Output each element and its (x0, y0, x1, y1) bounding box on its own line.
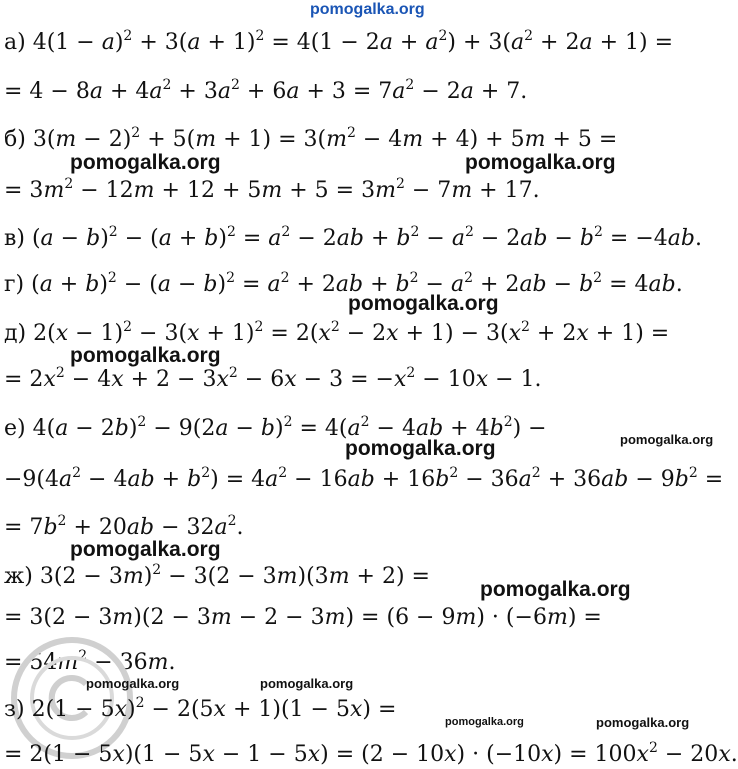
solution-z-line-2: = $2(1 - 5x)(1 - 5x - 1 - 5x) = (2 - 10x) \cdot (-10x) = 100x^2 - 20x$. (4, 740, 738, 767)
solution-z-label: з) (4, 697, 25, 722)
solution-a-line-2: = $4 - 8a + 4a^2 + 3a^2 + 6a + 3 = 7a^2 - 2a + 7$. (4, 77, 528, 104)
watermark: pomogalka.org (86, 676, 180, 691)
solution-d-line-1: д) $2(x - 1)^2 - 3(x + 1)^2 = 2(x^2 - 2x + 1) - 3(x^2 + 2x + 1)$ = (4, 319, 670, 346)
watermark: pomogalka.org (70, 151, 221, 174)
watermark: pomogalka.org (348, 292, 499, 315)
solution-b-line-2: = $3m^2 - 12m + 12 + 5m + 5 = 3m^2 - 7m + 17$. (4, 176, 540, 203)
solution-g-line-1: г) $(a + b)^2 - (a - b)^2 = a^2 + 2ab + b^2 - a^2 + 2ab - b^2 = 4ab$. (4, 270, 683, 297)
solution-b-label: б) (4, 127, 26, 152)
watermark: pomogalka.org (345, 437, 496, 460)
solution-g-label: г) (4, 272, 25, 297)
watermark: pomogalka.org (70, 538, 221, 561)
solution-d-label: д) (4, 321, 27, 346)
watermark-top: pomogalka.org (310, 1, 425, 18)
solution-e-label: е) (4, 416, 26, 441)
solution-e-line-3: = $7b^2 + 20ab - 32a^2$. (4, 513, 244, 540)
solution-v-label: в) (4, 226, 25, 251)
solution-b-line-1: б) $3(m - 2)^2 + 5(m + 1) = 3(m^2 - 4m + 4) + 5m + 5$ = (4, 125, 618, 152)
solution-a-line-1: а) $4(1 - a)^2 + 3(a + 1)^2 = 4(1 - 2a + a^2) + 3(a^2 + 2a + 1)$ = (4, 28, 674, 55)
watermark: pomogalka.org (465, 151, 616, 174)
solution-d-line-2: = $2x^2 - 4x + 2 - 3x^2 - 6x - 3 = -x^2 - 10x - 1$. (4, 365, 542, 392)
watermark: pomogalka.org (480, 578, 631, 601)
solution-e-line-2: $-9(4a^2 - 4ab + b^2) = 4a^2 - 16ab + 16b^2 - 36a^2 + 36ab - 9b^2$ = (4, 465, 724, 492)
solution-zh-line-3: = $54m^2 - 36m$. (4, 648, 176, 675)
watermark: pomogalka.org (445, 716, 524, 728)
watermark: pomogalka.org (596, 715, 690, 730)
watermark: pomogalka.org (620, 432, 714, 447)
watermark: pomogalka.org (70, 344, 221, 367)
solution-zh-label: ж) (4, 564, 33, 589)
solution-v-line-1: в) $(a - b)^2 - (a + b)^2 = a^2 - 2ab + b^2 - a^2 - 2ab - b^2 = -4ab$. (4, 224, 702, 251)
solution-e-line-1: е) $4(a - 2b)^2 - 9(2a - b)^2 = 4(a^2 - 4ab + 4b^2)$ − (4, 414, 547, 441)
solution-zh-line-2: = 3(2 − 3m)(2 − 3m − 2 − 3m) = (6 − 9m) · (−6m) = (4, 605, 602, 630)
solution-zh-line-1: ж) $3(2 - 3m)^2 - 3(2 - 3m)(3m + 2)$ = (4, 562, 430, 589)
watermark: pomogalka.org (260, 676, 354, 691)
solution-z-line-1: з) $2(1 - 5x)^2 - 2(5x + 1)(1 - 5x)$ = (4, 695, 397, 722)
solution-a-label: а) (4, 30, 26, 55)
